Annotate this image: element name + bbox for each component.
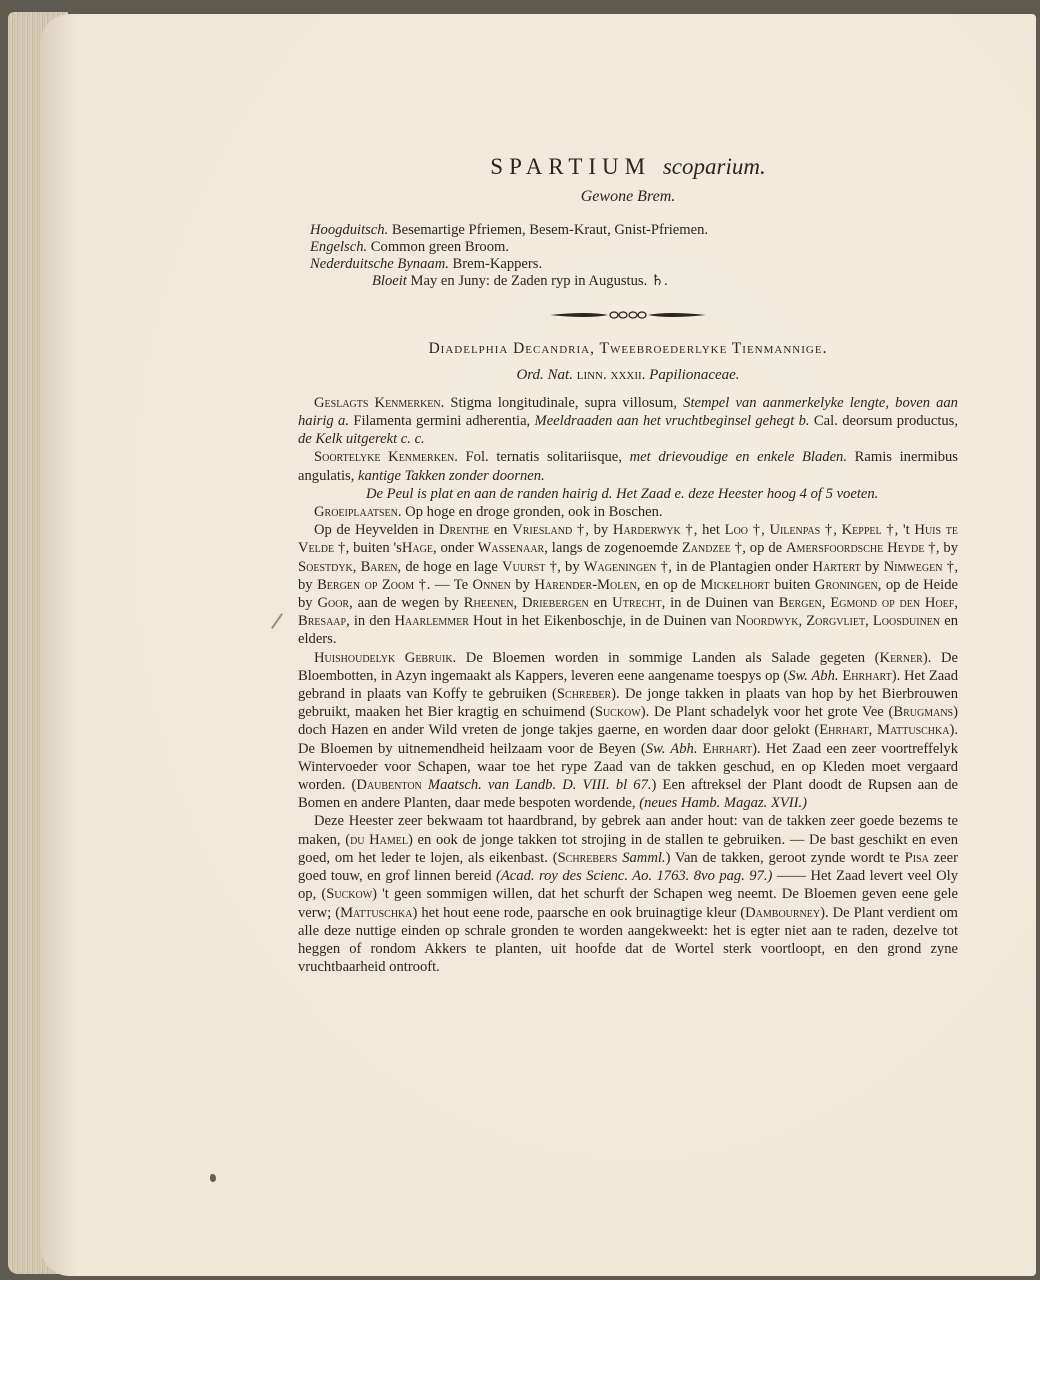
order-family: Papilionaceae. (645, 366, 740, 383)
name-text: Brem-Kappers. (448, 256, 543, 273)
text-run: Filamenta germini adherentia, (348, 413, 535, 430)
name-text: Besemartige Pfriemen, Besem-Kraut, Gnist-Pfriemen. (388, 222, 709, 239)
text-run: —— Het Zaad levert veel Oly op, ( (298, 868, 959, 903)
text-run: Wassenaar (477, 540, 545, 557)
flowering-time (310, 273, 958, 290)
text-run: en (588, 595, 613, 612)
text-run: Loo (724, 522, 749, 539)
name-text: Common green Broom. (367, 239, 510, 256)
text-run: ) en ook de jonge takken tot strojing in de stallen te gebruiken. — De bast geschikt en even goed, om het leder te lojen, als eikenbast. ( (298, 831, 959, 866)
text-run: †, by (298, 558, 959, 593)
text-run: , aan de wegen by (349, 595, 464, 612)
text-run: , (865, 613, 873, 630)
name-label: Hoogduitsch. (310, 222, 389, 239)
name-label: Bloeit (372, 273, 407, 290)
title-species: scoparium. (662, 154, 766, 179)
text-run: , op de Heide by (298, 576, 958, 612)
text-run: Haarlemmer (394, 613, 469, 630)
text-run: Sw. Abh. (645, 740, 698, 757)
ornament-divider (298, 308, 958, 322)
text-run: Soortelyke Kenmerken. (314, 449, 458, 466)
text-run: Op hoge en droge gronden, ook in Boschen. (401, 504, 663, 521)
text-run: , de hoge en lage (397, 558, 503, 575)
text-run: , (954, 595, 959, 612)
text-run: †, by (924, 540, 958, 557)
name-nederduitsch (310, 256, 958, 273)
text-run: †, (820, 522, 842, 539)
text-run: du Hamel (350, 831, 409, 848)
text-run: De Peul is plat en aan de randen hairig d. Het Zaad e. deze Heester hoog 4 of 5 voeten. (366, 485, 879, 502)
text-run: Hage (401, 540, 433, 557)
text-run: ). De Bloemen by uitnemendheid heilzaam voor de Beyen ( (298, 722, 958, 757)
text-run: Ehrhart (702, 740, 753, 757)
text-run: , en op de (636, 576, 701, 593)
text-run: Schrebers (557, 849, 618, 866)
text-run: (Acad. roy des Scienc. Ao. 1763. 8vo pag. 97.) (496, 868, 773, 885)
title-genus: SPARTIUM (490, 154, 652, 179)
text-run: Suckow (594, 704, 641, 721)
paragraph-household-use (298, 649, 958, 813)
order-prefix: Ord. Nat. (516, 366, 577, 383)
text-run: Sw. Abh. (788, 667, 839, 684)
text-run: Nimwegen (883, 558, 943, 575)
order-linn: linn. xxxii. (576, 366, 646, 383)
text-run: Rheenen (463, 595, 514, 612)
paragraph-species-characteristics (298, 448, 958, 484)
text-run: ). De Plant verdient om alle deze nuttige einden op schrale gronden te worden aangekweekt: het is egter niet aan te raden, dezelve tot heggen of rondom Akkers te planten, uit hoofde dat de Wortel sterk voortloopt, en den grond zyne vruchtbaarheid ontrooft. (298, 904, 958, 976)
paragraph-genus-characteristics (298, 394, 958, 449)
text-run: Hartert (812, 558, 861, 575)
text-run: Keppel (841, 522, 882, 539)
text-run: Meeldraaden aan het vruchtbeginsel gehegt b. (534, 413, 810, 430)
text-run: Bergen (778, 595, 822, 612)
body-text (298, 394, 958, 977)
text-run: †, 't (881, 522, 915, 539)
vernacular-names (310, 222, 958, 290)
text-run: Mickelhort (700, 576, 770, 593)
text-run: Pisa (904, 849, 929, 866)
text-run: Ehrhart, Mattuschka (819, 722, 950, 739)
text-run: Harderwyk (612, 522, 681, 539)
text-run: †, by (545, 558, 584, 575)
name-hoogduitsch (310, 222, 958, 239)
classification-heading: Diadelphia Decandria, Tweebroederlyke Tienmannige. (428, 340, 828, 358)
text-run: Cal. deorsum productus, (809, 413, 958, 430)
text-run: , (513, 595, 523, 612)
text-run: Onnen (472, 576, 511, 593)
name-label: Nederduitsche Bynaam. (310, 256, 449, 273)
text-run: , in den (346, 613, 395, 630)
text-run: Loosduinen (872, 613, 941, 630)
text-run: ). Het Zaad gebrand in plaats van Koffy te gebruiken ( (298, 667, 959, 703)
text-run: ) doch Hazen en ander Wild vreten de jonge takjes gaerne, en worden daar door gelokt ( (298, 704, 958, 739)
text-run: Geslagts Kenmerken. (314, 394, 445, 411)
text-run: Drenthe (439, 522, 489, 539)
text-run: Hout in het Eikenboschje, in de Duinen van (468, 613, 736, 630)
text-run: Stempel van aanmerkelyke lengte, boven aan hairig a. (298, 394, 958, 430)
text-run: Bergen op Zoom (317, 576, 415, 593)
text-run: Fol. ternatis solitariisque, (457, 449, 630, 466)
pencil-mark (271, 613, 283, 629)
text-run: , (821, 595, 831, 612)
text-run: Vuurst (502, 558, 546, 575)
text-run: Vriesland (512, 522, 573, 539)
text-run: Huishoudelyk Gebruik. (314, 649, 457, 666)
paragraph-habitats (298, 521, 958, 648)
text-run: Soestdyk (298, 558, 353, 575)
text-run: †, het (680, 522, 725, 539)
text-run: Ramis inermibus angulatis, (298, 449, 958, 484)
ornament-divider-icon (548, 308, 708, 322)
text-run: kantige Takken zonder doornen. (358, 467, 545, 484)
text-run: Bresaap (298, 613, 347, 630)
page-title (298, 154, 958, 179)
text-run: ) Van de takken, geroot zynde wordt te (665, 849, 905, 866)
text-run: ). De Plant schadelyk voor het grote Vee ( (640, 704, 894, 721)
text-run: Dambourney (745, 904, 821, 921)
text-run: zeer goed touw, en grof linnen bereid (298, 849, 958, 885)
text-run: , (352, 558, 361, 575)
text-run: †, in de Plantagien onder (656, 558, 813, 575)
text-run: Ehrhart (842, 667, 892, 684)
text-run: buiten (769, 576, 815, 593)
text-run: Deze Heester zeer bekwaam tot haardbrand, by gebrek aan ander hout: van de takken zeer goede bezems te maken, ( (298, 813, 958, 848)
text-run: Utrecht (612, 595, 662, 612)
common-name: Gewone Brem. (580, 188, 676, 206)
name-engelsch (310, 239, 958, 256)
text-run: Maatsch. van Landb. D. VIII. bl 67. (427, 777, 652, 794)
text-run: ) 't geen sommigen willen, dat het schurft der Schapen weg neemt. De Bloemen geven eene gele verw; ( (298, 886, 958, 921)
text-run: en elders. (298, 613, 959, 648)
text-run: ). De jonge takken in plaats van hop by het Bierbrouwen gebruikt, maaken het Bier kragtig en schuimend ( (298, 686, 958, 721)
text-run: Uilenpas (769, 522, 821, 539)
text-run: ). Het Zaad een zeer voortreffelyk Wintervoeder voor Schapen, waar toe het rype Zaad van de takken geschud, en op Kleden moet vergaard worden. ( (298, 740, 958, 794)
text-run: Schreber (556, 686, 612, 703)
text-run: Driebergen (522, 595, 589, 612)
text-run: †, buiten 's (334, 540, 402, 557)
text-run: †, by (572, 522, 613, 539)
text-run: Daubenton (356, 777, 422, 794)
text-run: Noordwyk (735, 613, 799, 630)
name-label: Engelsch. (310, 239, 368, 256)
paragraph-other-uses (298, 812, 958, 976)
text-run: by (510, 576, 535, 593)
text-run: de Kelk uitgerekt c. c. (298, 431, 425, 448)
text-run: Suckow (326, 886, 373, 903)
text-run: Huis te Velde (298, 522, 958, 557)
text-run: Egmond op den Hoef (830, 595, 955, 612)
text-run: (neues Hamb. Magaz. XVII.) (639, 795, 808, 812)
text-run: Op de Heyvelden in (314, 522, 440, 539)
text-run: en (489, 522, 513, 539)
text-run: Amersfoordsche Heyde (786, 540, 925, 557)
text-run: Brugmans (893, 704, 954, 721)
text-run: ) het hout eene rode, paarsche en ook bruinagtige kleur ( (412, 904, 746, 921)
text-run: De Bloemen worden in sommige Landen als Salade gegeten ( (456, 649, 880, 666)
text-run: †. — Te (414, 576, 473, 593)
text-run: ). De Bloembotten, in Azyn ingemaakt als Kappers, leveren eene aangename toespys op ( (298, 649, 958, 684)
text-run: Kerner (879, 649, 923, 666)
natural-order (298, 366, 958, 384)
page-content (298, 150, 958, 976)
text-run: Harender-Molen (534, 576, 637, 593)
text-run: Zandzee (681, 540, 731, 557)
footer-blank-area (0, 1280, 1040, 1390)
text-run: Samml. (622, 849, 666, 866)
name-text: May en Juny: de Zaden ryp in Augustus. ♄. (406, 273, 668, 290)
text-run: †, (748, 522, 770, 539)
text-run: Stigma longitudinale, supra villosum, (444, 394, 684, 411)
text-run: ) Een aftreksel der Plant doodt de Rupsen aan de Bomen en andere Planten, daar mede bespoten wordende, (298, 777, 958, 812)
text-run: Baren (360, 558, 398, 575)
text-run: , onder (432, 540, 478, 557)
text-run: Mattuschka (340, 904, 413, 921)
text-run: met drievoudige en enkele Bladen. (629, 449, 848, 466)
text-run: , in de Duinen van (661, 595, 779, 612)
text-run: , (798, 613, 807, 630)
ink-spot (210, 1174, 216, 1182)
text-run: Groeiplaatsen. (314, 504, 402, 521)
text-run: Zorgvliet (806, 613, 866, 630)
text-run: Goor (317, 595, 350, 612)
text-run: , langs de zogenoemde (544, 540, 682, 557)
text-run: †, op de (730, 540, 787, 557)
paragraph-pod-description (298, 485, 958, 503)
text-run: Groningen (814, 576, 878, 593)
paragraph-habitats-heading (298, 503, 958, 521)
text-run: Wageningen (583, 558, 657, 575)
text-run: by (860, 558, 884, 575)
